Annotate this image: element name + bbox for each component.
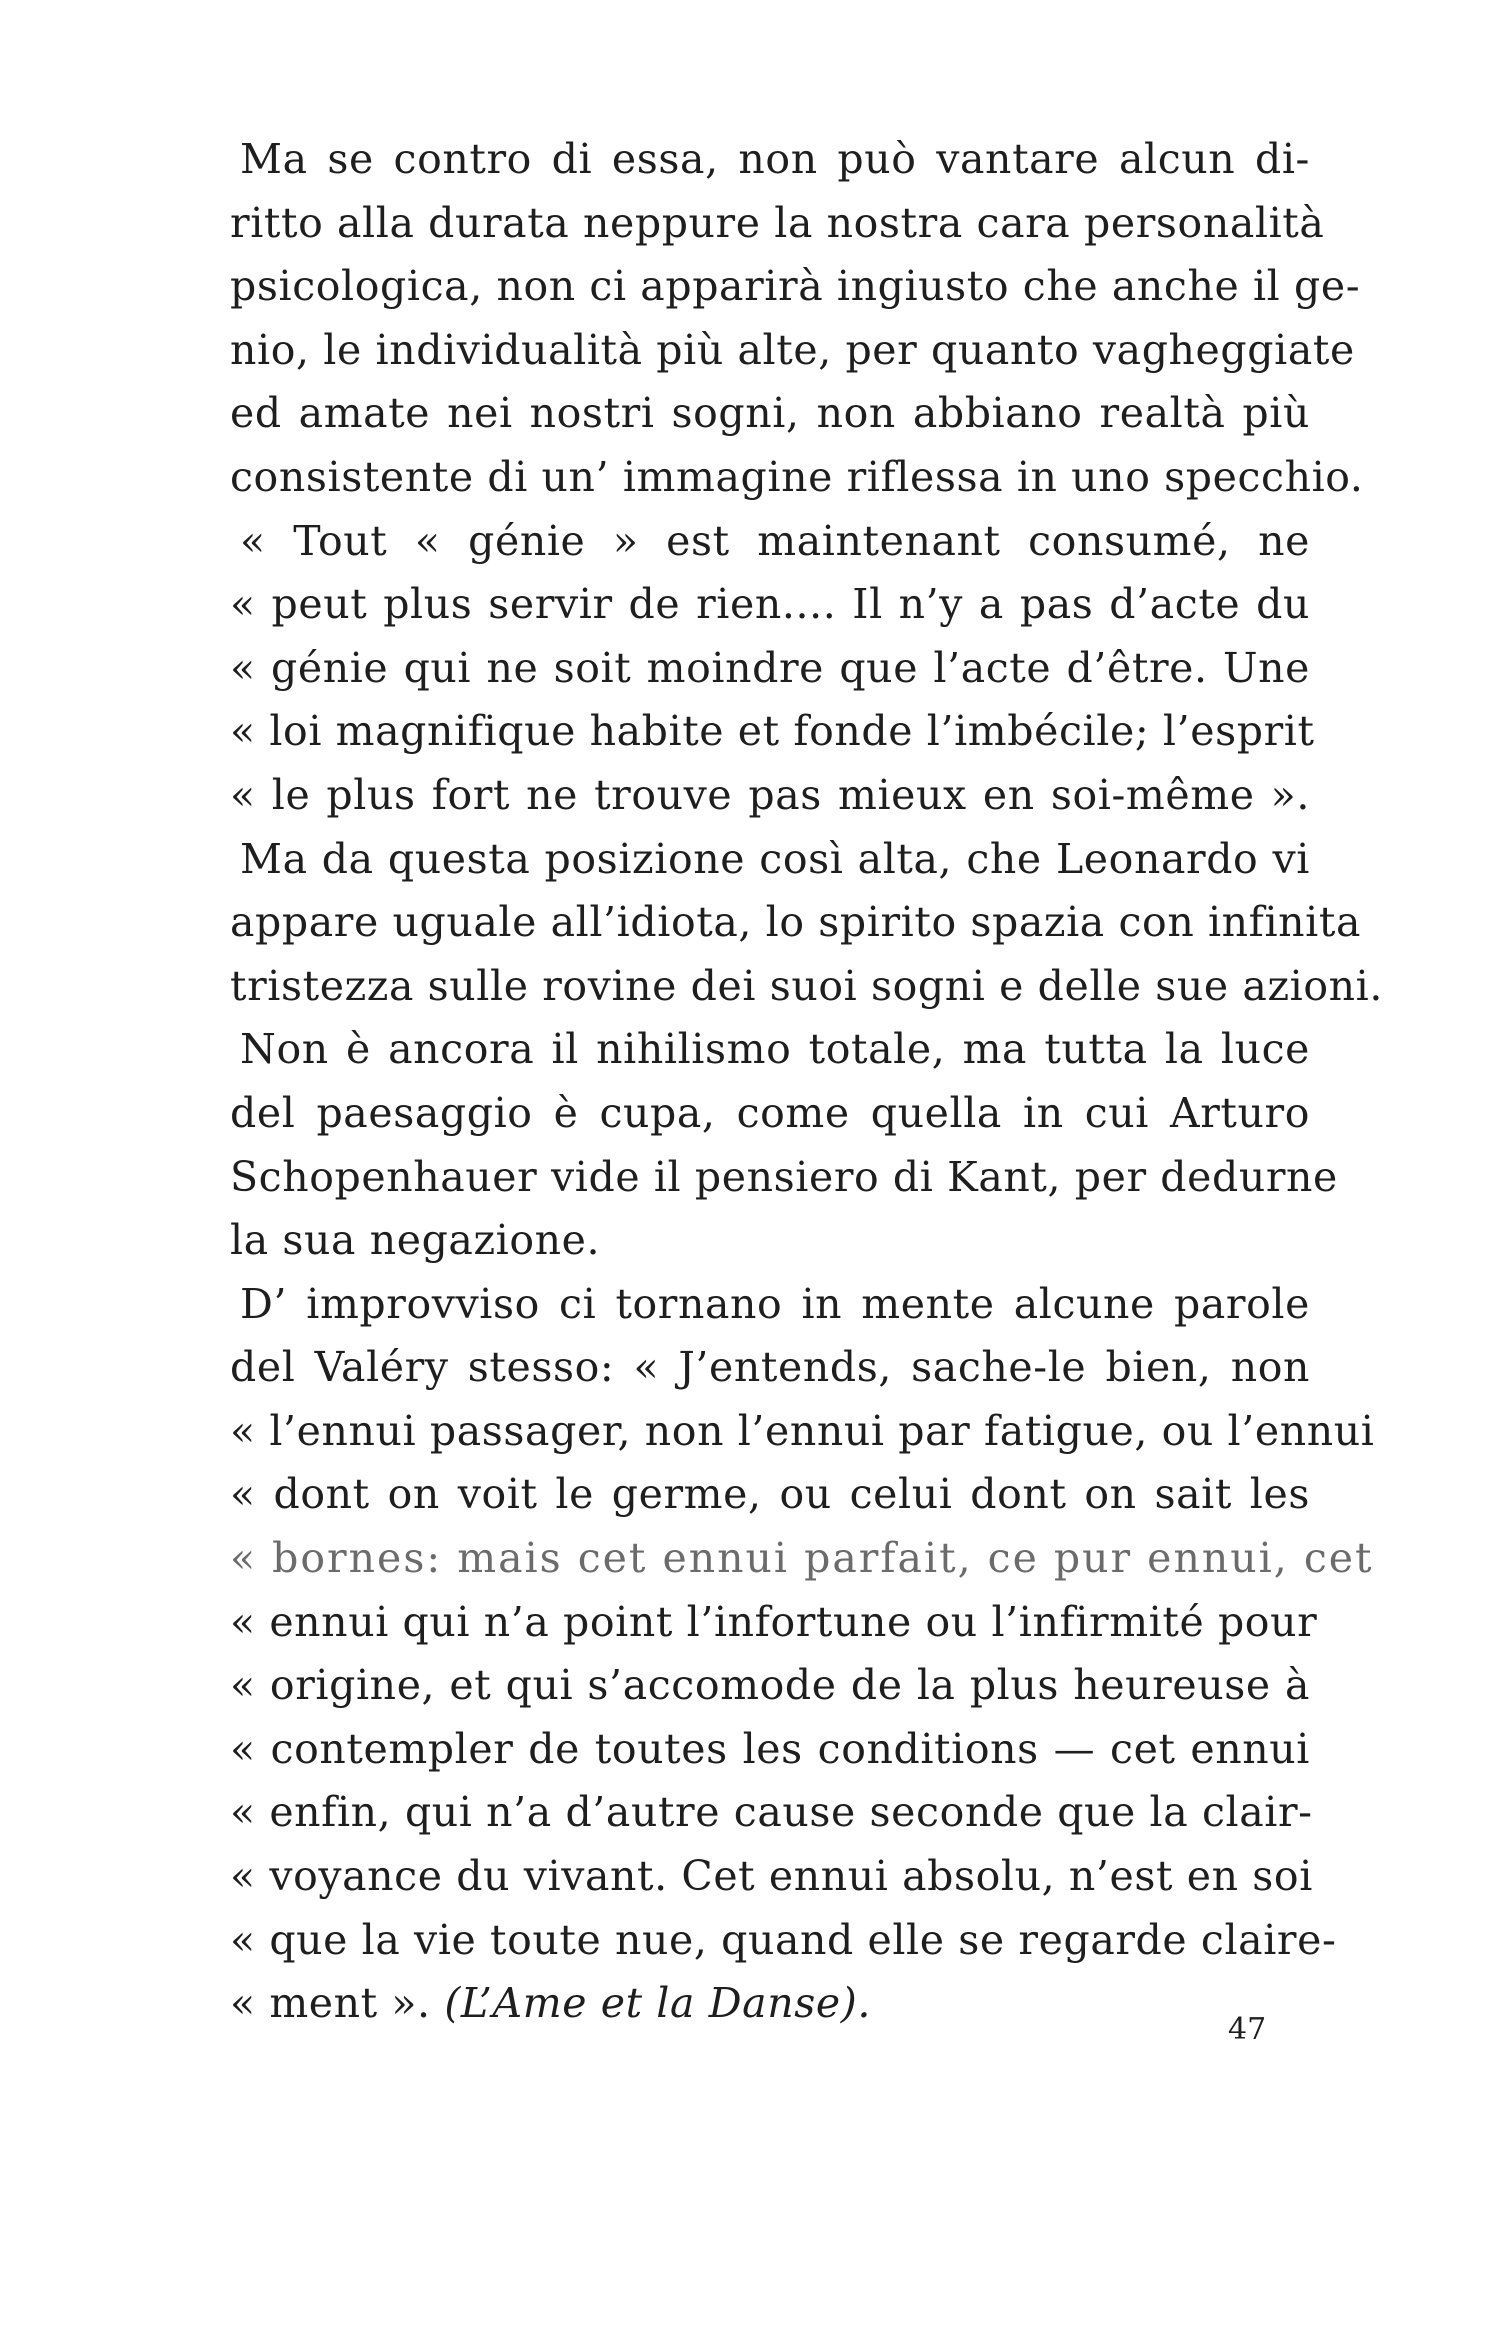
text-line: psicologica, non ci apparirà ingiusto che anche il ge- <box>230 262 1361 311</box>
text-line: consistente di un’ immagine riflessa in uno specchio. <box>230 452 1364 501</box>
text-line: ritto alla durata neppure la nostra cara personalità <box>230 198 1325 247</box>
text-line: Non è ancora il nihilismo totale, ma tutta la luce <box>240 1025 1310 1074</box>
text-line: ed amate nei nostri sogni, non abbiano realtà più <box>230 389 1310 438</box>
text-line: appare uguale all’idiota, lo spirito spazia con infinita <box>230 898 1362 947</box>
text-line-final <box>230 1972 1310 2036</box>
text-line: « peut plus servir de rien.... Il n’y a pas d’acte du <box>230 580 1310 629</box>
text-line: « bornes: mais cet ennui parfait, ce pur ennui, cet <box>230 1534 1374 1583</box>
text-line: Schopenhauer vide il pensiero di Kant, per dedurne <box>230 1152 1338 1201</box>
text-line: del paesaggio è cupa, come quella in cui Arturo <box>230 1088 1310 1137</box>
text-line: « enfin, qui n’a d’autre cause seconde que la clair- <box>230 1788 1313 1837</box>
text-line: « origine, et qui s’accomode de la plus heureuse à <box>230 1661 1310 1710</box>
citation: (L’Ame et la Danse). <box>444 1979 871 2028</box>
text-line: « dont on voit le germe, ou celui dont on sait les <box>230 1470 1310 1519</box>
text-line: « ment ». <box>230 1979 445 2028</box>
text-line: « loi magnifique habite et fonde l’imbécile; l’esprit <box>230 707 1315 756</box>
text-line: « Tout « génie » est maintenant consumé, ne <box>240 516 1310 565</box>
text-line: la sua negazione. <box>230 1216 601 1265</box>
text-line: « l’ennui passager, non l’ennui par fatigue, ou l’ennui <box>230 1406 1375 1455</box>
text-line: del Valéry stesso: « J’entends, sache-le bien, non <box>230 1343 1310 1392</box>
text-line: « contempler de toutes les conditions — cet ennui <box>230 1724 1310 1773</box>
text-line: « voyance du vivant. Cet ennui absolu, n’est en soi <box>230 1852 1313 1901</box>
text-line: Ma se contro di essa, non può vantare alcun di- <box>240 135 1310 183</box>
text-line: « génie qui ne soit moindre que l’acte d’être. Une <box>230 643 1310 692</box>
text-line: « que la vie toute nue, quand elle se regarde claire- <box>230 1915 1337 1964</box>
text-line: « le plus fort ne trouve pas mieux en soi-même ». <box>230 770 1310 819</box>
text-line: Ma da questa posizione così alta, che Leonardo vi <box>240 834 1310 883</box>
text-line: D’ improvviso ci tornano in mente alcune parole <box>240 1279 1310 1328</box>
page-number: 47 <box>1228 2012 1267 2047</box>
text-line: tristezza sulle rovine dei suoi sogni e delle sue azioni. <box>230 961 1383 1010</box>
text-line: « ennui qui n’a point l’infortune ou l’infirmité pour <box>230 1597 1318 1646</box>
body-text <box>230 128 1383 2036</box>
text-line: nio, le individualità più alte, per quanto vagheggiate <box>230 325 1355 374</box>
